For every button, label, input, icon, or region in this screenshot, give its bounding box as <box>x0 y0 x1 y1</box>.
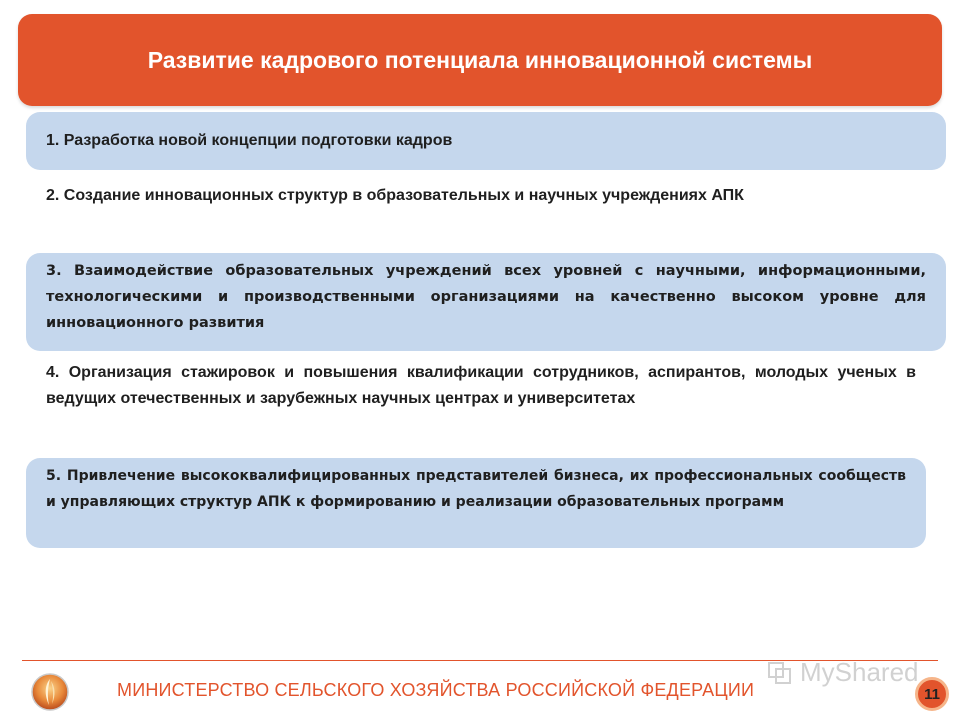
list-item <box>26 458 926 548</box>
watermark <box>766 654 926 690</box>
list-item-text: 4. Организация стажировок и повышения квалификации сотрудников, аспирантов, молодых ученых в ведущих отечественных и зарубежных научных центрах и университетах <box>46 364 916 407</box>
list-item <box>26 253 946 351</box>
header-banner <box>18 14 942 106</box>
ministry-emblem-icon <box>30 672 70 712</box>
list-item-text: 3. Взаимодействие образовательных учреждений всех уровней с научными, информационными, технологическими и производственными организациями на качественно высоком уровне для инновационного развития <box>46 263 926 331</box>
myshared-logo-icon <box>766 658 794 686</box>
list-item-text: 2. Создание инновационных структур в образовательных и научных учреждениях АПК <box>46 187 744 204</box>
page-title: Развитие кадрового потенциала инновационной системы <box>147 46 813 73</box>
ministry-name: МИНИСТЕРСТВО СЕЛЬСКОГО ХОЗЯЙСТВА РОССИЙСКОЙ ФЕДЕРАЦИИ <box>117 680 755 700</box>
list-item <box>26 181 936 237</box>
list-item <box>26 112 946 170</box>
watermark-text: MyShared <box>800 656 919 687</box>
list-item-text: 1. Разработка новой концепции подготовки кадров <box>46 132 453 149</box>
page-number: 11 <box>915 677 949 711</box>
list-item <box>26 360 936 440</box>
list-item-text: 5. Привлечение высококвалифицированных представителей бизнеса, их профессиональных сообществ и управляющих структур АПК к формированию и реализации образовательных программ <box>46 468 906 510</box>
